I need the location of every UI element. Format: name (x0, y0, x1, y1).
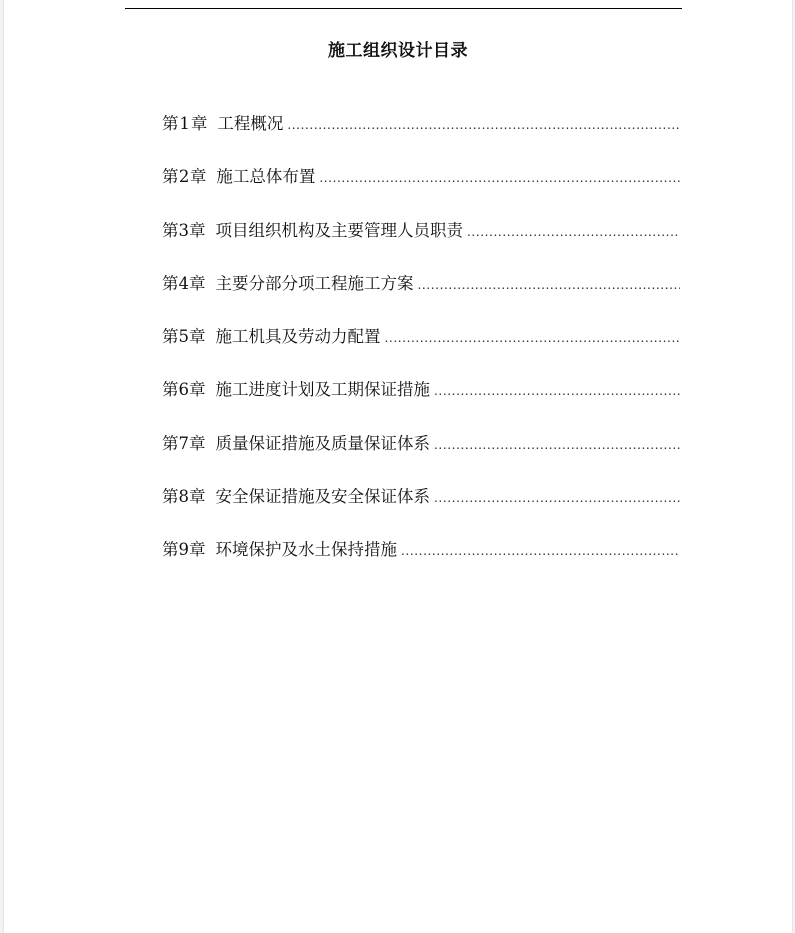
header-rule (125, 8, 682, 9)
chapter-title: 施工进度计划及工期保证措施 (215, 380, 430, 400)
dot-leader (418, 278, 681, 292)
chapter-prefix: 第 (162, 433, 179, 453)
chapter-prefix: 第 (162, 220, 179, 240)
toc-entry-2[interactable] (162, 163, 680, 216)
chapter-number: 9 (178, 540, 189, 560)
chapter-suffix: 章 (190, 114, 208, 133)
dot-leader (434, 491, 680, 505)
table-of-contents (162, 110, 680, 590)
chapter-prefix: 第 (162, 540, 179, 560)
dot-leader (467, 225, 680, 239)
chapter-title: 质量保证措施及质量保证体系 (215, 433, 430, 453)
chapter-suffix: 章 (189, 167, 207, 187)
toc-entry-5[interactable] (162, 323, 680, 376)
dot-leader (319, 171, 680, 185)
toc-entry-3[interactable] (162, 217, 680, 270)
chapter-suffix: 章 (189, 273, 206, 293)
chapter-prefix: 第 (162, 487, 179, 507)
chapter-suffix: 章 (189, 487, 206, 507)
chapter-prefix: 第 (162, 273, 179, 293)
chapter-title: 工程概况 (217, 114, 284, 133)
chapter-suffix: 章 (189, 433, 206, 453)
chapter-prefix: 第 (162, 380, 179, 400)
chapter-number: 6 (178, 380, 189, 400)
toc-entry-8[interactable] (162, 483, 680, 536)
chapter-number: 4 (178, 273, 189, 293)
chapter-number: 2 (178, 167, 190, 187)
chapter-prefix: 第 (162, 114, 179, 133)
chapter-suffix: 章 (189, 380, 206, 400)
dot-leader (434, 438, 680, 452)
chapter-suffix: 章 (189, 327, 206, 347)
page-title: 施工组织设计目录 (328, 41, 468, 61)
toc-entry-7[interactable] (162, 430, 680, 483)
dot-leader (401, 544, 680, 558)
toc-entry-4[interactable] (162, 270, 680, 323)
chapter-title: 项目组织机构及主要管理人员职责 (215, 220, 463, 240)
chapter-title: 施工机具及劳动力配置 (215, 327, 381, 347)
chapter-number: 5 (178, 327, 189, 347)
chapter-prefix: 第 (162, 167, 179, 187)
chapter-number: 7 (178, 433, 189, 453)
chapter-suffix: 章 (189, 540, 206, 560)
toc-entry-9[interactable] (162, 536, 680, 589)
toc-entry-1[interactable] (162, 110, 680, 163)
chapter-number: 1 (179, 114, 190, 133)
dot-leader (287, 118, 680, 132)
chapter-title: 施工总体布置 (216, 167, 316, 187)
chapter-prefix: 第 (162, 327, 179, 347)
dot-leader (434, 384, 680, 398)
dot-leader (385, 331, 681, 345)
chapter-number: 3 (178, 220, 189, 240)
chapter-number: 8 (178, 487, 189, 507)
chapter-title: 安全保证措施及安全保证体系 (215, 487, 430, 507)
chapter-title: 环境保护及水土保持措施 (215, 540, 397, 560)
chapter-suffix: 章 (189, 220, 206, 240)
chapter-title: 主要分部分项工程施工方案 (215, 273, 414, 293)
toc-entry-6[interactable] (162, 376, 680, 429)
document-page (4, 0, 792, 933)
